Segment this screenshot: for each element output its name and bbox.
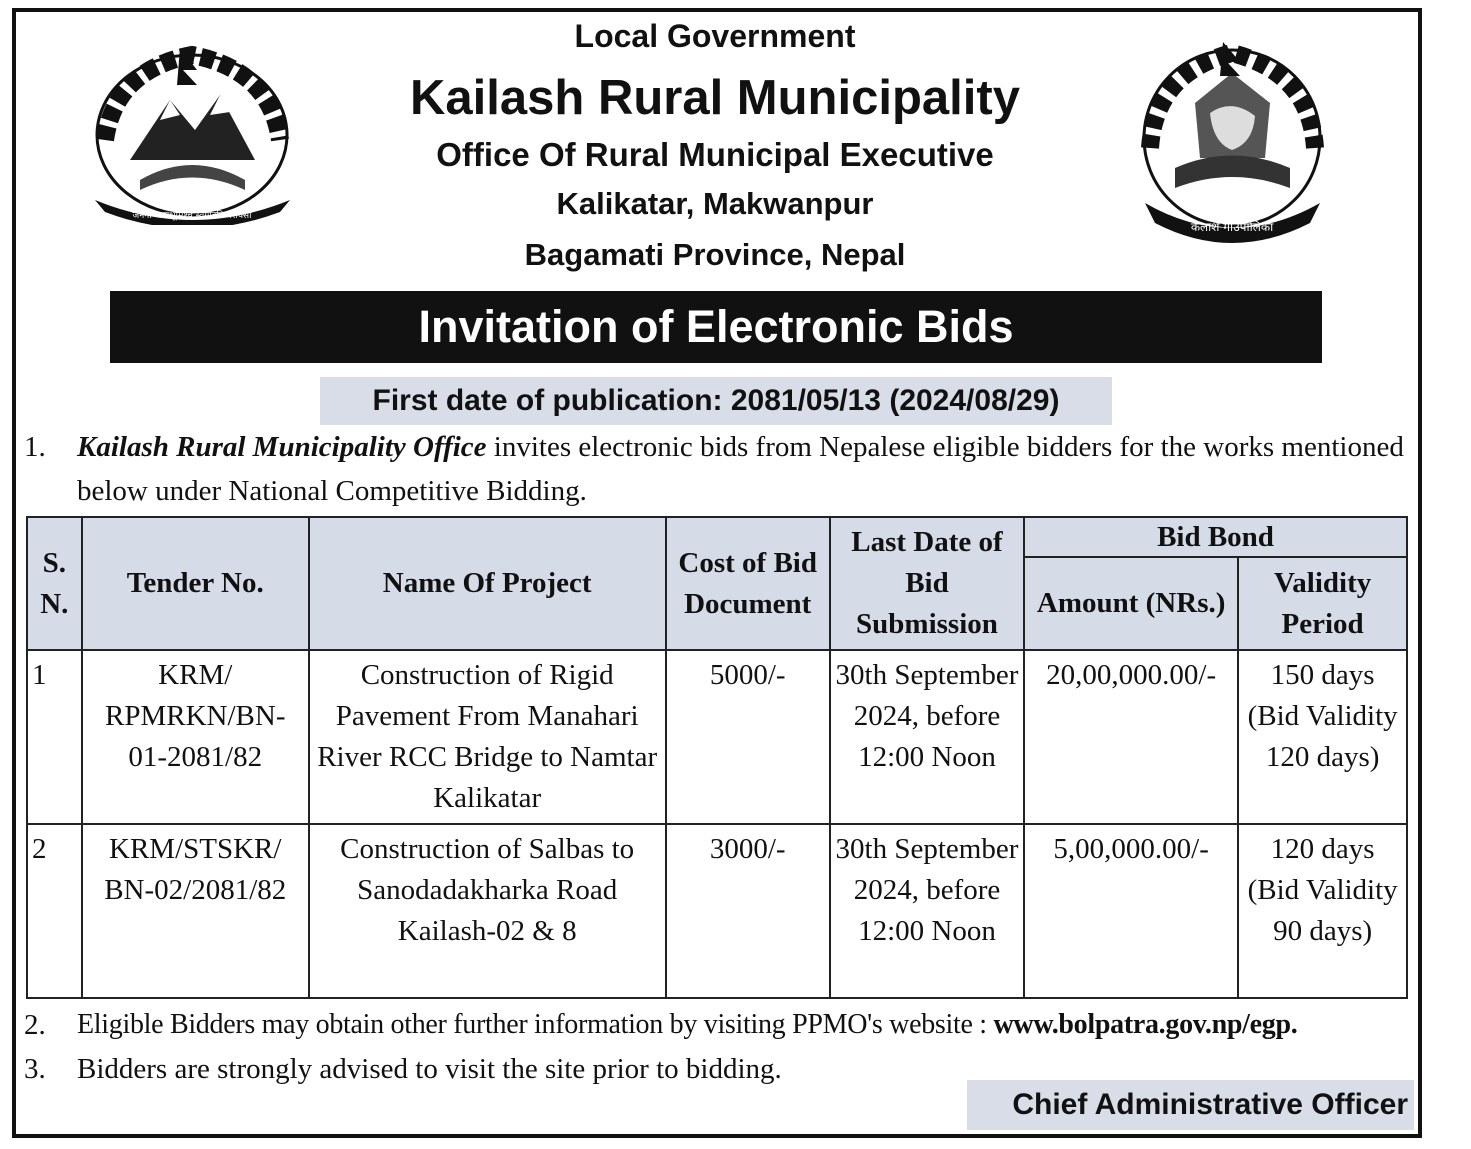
cell-project-name: Construction of Salbas to Sanodadakharka Road Kailash-02 & 8 bbox=[309, 824, 666, 998]
cell-validity: 120 days (Bid Validity 90 days) bbox=[1238, 824, 1407, 998]
header-bid-bond: Bid Bond bbox=[1024, 517, 1407, 557]
bids-table bbox=[26, 516, 1408, 999]
cell-tender-no: KRM/ RPMRKN/BN-01-2081/82 bbox=[82, 650, 309, 824]
paragraph-2-text: Eligible Bidders may obtain other further information by visiting PPMO's website : bbox=[77, 1009, 994, 1040]
cell-sn: 2 bbox=[27, 824, 82, 998]
paragraph-1-bold: Kailash Rural Municipality Office bbox=[77, 431, 487, 463]
cell-project-name: Construction of Rigid Pavement From Manahari River RCC Bridge to Namtar Kalikatar bbox=[309, 650, 666, 824]
svg-text:जननी जन्मभूमिश्च स्वर्गादपि गर: जननी जन्मभूमिश्च स्वर्गादपि गरीयसी bbox=[132, 211, 252, 221]
cell-amount: 5,00,000.00/- bbox=[1024, 824, 1238, 998]
cell-amount: 20,00,000.00/- bbox=[1024, 650, 1238, 824]
header-province: Bagamati Province, Nepal bbox=[524, 237, 906, 272]
header-municipality-name: Kailash Rural Municipality bbox=[410, 71, 1020, 125]
svg-text:कैलाश गाउँपालिका: कैलाश गाउँपालिका bbox=[1190, 220, 1274, 234]
header-project-name: Name Of Project bbox=[309, 517, 666, 650]
header-validity: Validity Period bbox=[1238, 557, 1407, 650]
cell-validity: 150 days (Bid Validity 120 days) bbox=[1238, 650, 1407, 824]
ppmo-website-link[interactable]: www.bolpatra.gov.np/egp. bbox=[993, 1009, 1298, 1040]
cell-sn: 1 bbox=[27, 650, 82, 824]
paragraph-3: Bidders are strongly advised to visit the site prior to bidding. bbox=[77, 1053, 782, 1085]
table-row bbox=[27, 650, 1407, 824]
cell-last-date: 30th September 2024, before 12:00 Noon bbox=[830, 824, 1024, 998]
page-title: Invitation of Electronic Bids bbox=[110, 291, 1322, 363]
cell-last-date: 30th September 2024, before 12:00 Noon bbox=[830, 650, 1024, 824]
cell-tender-no: KRM/STSKR/ BN-02/2081/82 bbox=[82, 824, 309, 998]
table-row bbox=[27, 824, 1407, 998]
header-sn: S. N. bbox=[27, 517, 82, 650]
header-last-date: Last Date of Bid Submission bbox=[830, 517, 1024, 650]
paragraph-3-number: 3. bbox=[24, 1053, 46, 1085]
signature-title: Chief Administrative Officer bbox=[967, 1080, 1414, 1130]
header-amount: Amount (NRs.) bbox=[1024, 557, 1238, 650]
paragraph-1 bbox=[77, 425, 1412, 513]
header-cost: Cost of Bid Document bbox=[666, 517, 830, 650]
header-tender-no: Tender No. bbox=[82, 517, 309, 650]
nepal-emblem-icon bbox=[85, 40, 300, 225]
cell-cost: 3000/- bbox=[666, 824, 830, 998]
header-address: Kalikatar, Makwanpur bbox=[556, 186, 874, 221]
kailash-municipality-emblem-icon bbox=[1135, 38, 1330, 243]
header-office: Office Of Rural Municipal Executive bbox=[436, 136, 994, 173]
paragraph-1-text: invites electronic bids from Nepalese eligible bidders for the works mentioned below under National Competitive Bidding. bbox=[77, 431, 1404, 507]
cell-cost: 5000/- bbox=[666, 650, 830, 824]
header-local-government: Local Government bbox=[574, 18, 856, 54]
paragraph-2 bbox=[77, 1005, 1417, 1045]
paragraph-2-number: 2. bbox=[24, 1009, 46, 1041]
paragraph-1-number: 1. bbox=[24, 431, 46, 463]
publication-date: First date of publication: 2081/05/13 (2024/08/29) bbox=[320, 377, 1112, 425]
